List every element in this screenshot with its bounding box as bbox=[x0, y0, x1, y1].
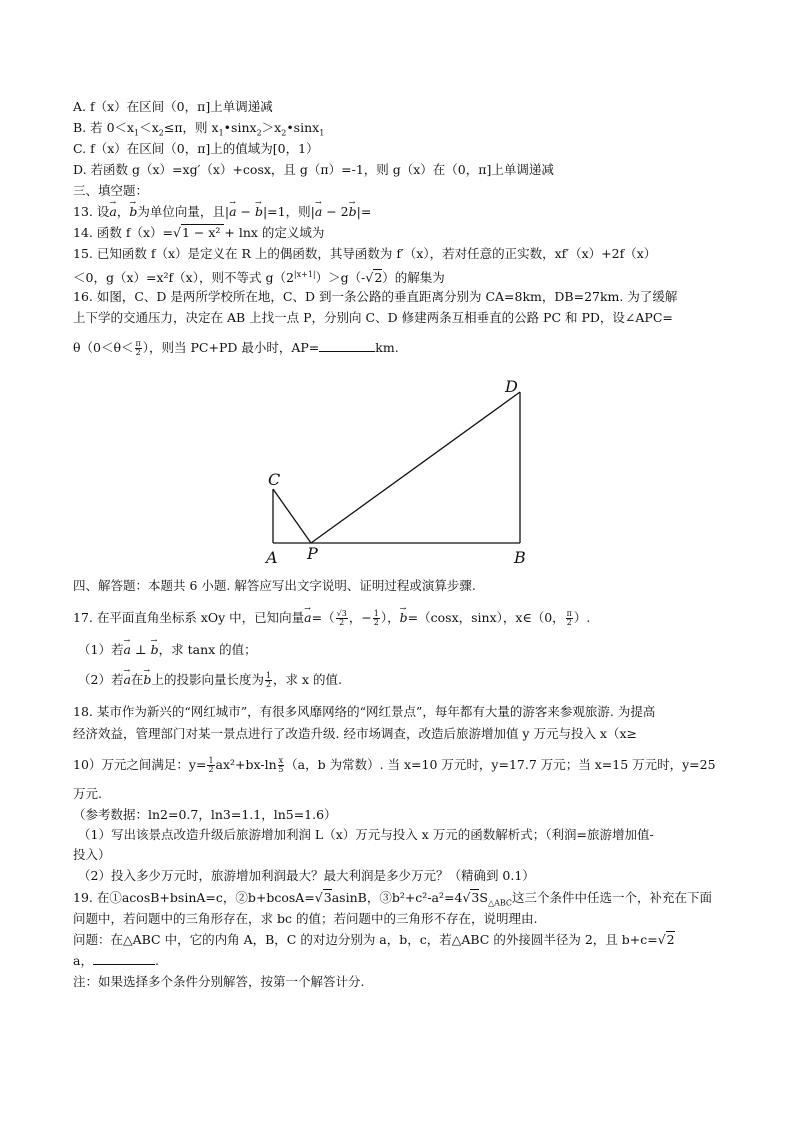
question-17-part-2: （2）若→ a在→ b上的投影向量长度为 $\frac{1}{2}$ ，求 x 的值. bbox=[78, 672, 342, 689]
question-18-line-1: 18. 某市作为新兴的“网红城市”，有很多风靡网络的“网红景点”，每年都有大量的游客来参观旅游. 为提高 bbox=[73, 704, 656, 719]
question-19-line-1: 19. 在①acosB+bsinA=c，②b+bcosA=√3asinB，$③b^2+c^2-a^2=4√3S_{\triangle ABC}$这三个条件中任选一个，补充在下面 bbox=[73, 890, 713, 908]
option-c: C. f（x）在区间（0，π]上的值域为[0，1） bbox=[73, 141, 319, 156]
question-16-line-1: 16. 如图，C、D 是两所学校所在地，C、D 到一条公路的垂直距离分别为 CA=8km，DB=27km. 为了缓解 bbox=[73, 289, 678, 304]
label-d: D bbox=[505, 377, 518, 396]
section-4-heading: 四、解答题：本题共 6 小题. 解答应写出文字说明、证明过程或演算步骤. bbox=[73, 578, 476, 593]
question-19-line-2: 问题中，若问题中的三角形存在，求 bc 的值；若问题中的三角形不存在，说明理由. bbox=[73, 911, 538, 926]
answer-blank-2 bbox=[93, 964, 155, 965]
segment-cp bbox=[273, 489, 311, 543]
question-15-line-1: 15. 已知函数 f（x）是定义在 R 上的偶函数，其导函数为 f′（x），若对任意的正实数，xf′（x）+2f（x） bbox=[73, 246, 657, 261]
question-18-part-2: （2）投入多少万元时，旅游增加利润最大？最大利润是多少万元？（精确到 0.1） bbox=[78, 868, 535, 883]
question-18-reference: （参考数据：ln2=0.7，ln3=1.1，ln5=1.6） bbox=[73, 807, 337, 822]
question-18-line-4: 万元. bbox=[73, 786, 102, 801]
option-a: A. f（x）在区间（0，π]上单调递减 bbox=[73, 99, 273, 114]
question-16-line-2: 上下学的交通压力，决定在 AB 上找一点 P，分别向 C、D 修建两条互相垂直的公路 PC 和 PD，设∠APC= bbox=[73, 310, 673, 325]
label-p: P bbox=[307, 544, 318, 563]
question-18-line-2: 经济效益，管理部门对某一景点进行了改造升级. 经市场调查，改造后旅游增加值 y 万元与投入 x（x≥ bbox=[73, 726, 638, 741]
question-16-line-3: θ（0＜θ＜ $\frac{\pi}{2}$ ），则当 PC+PD 最小时，AP= km. bbox=[73, 339, 399, 357]
question-18-part-1a: （1）写出该景点改造升级后旅游增加利润 L（x）万元与投入 x 万元的函数解析式；（利润=旅游增加值- bbox=[78, 827, 654, 842]
question-18-line-3: 10）万元之间满足：y= $\frac{1}{2}$ ax²+bx-ln $\frac{x}{5}$ （a，b 为常数）. 当 x=10 万元时，y=17.7 万元；当 x=15 万元时，y=25 bbox=[73, 756, 716, 774]
section-3-heading: 三、填空题： bbox=[73, 183, 149, 198]
question-15-line-2: ＜0，g（x）=x²f（x），则不等式 $g(2^{|x+1|})>g(-√2)$的解集为 bbox=[73, 270, 445, 286]
question-18-part-1b: 投入） bbox=[73, 847, 111, 862]
segment-pd bbox=[311, 392, 520, 543]
question-19-line-4: a， . bbox=[73, 953, 159, 968]
question-13: 13. 设→ a，→ b为单位向量，且|→ a − → b|=1，则|→ a − 2→ b|= bbox=[73, 204, 371, 220]
label-a: A bbox=[266, 548, 278, 567]
question-14: 14. 函数 f（x）=√1 − x² + lnx 的定义域为 bbox=[73, 225, 325, 240]
option-b: B. 若 $0<x_1<x_2\le\pi$，则 $x_1•\sin x_2>x_2•\sin x_1$ bbox=[73, 120, 325, 138]
question-19-line-3: 问题：在△ABC 中，它的内角 A，B，C 的对边分别为 a，b，c，若△ABC 的外接圆半径为 2，且 b+c=√2 bbox=[73, 932, 675, 947]
question-19-note: 注：如果选择多个条件分别解答，按第一个解答计分. bbox=[73, 974, 365, 989]
label-b: B bbox=[514, 548, 526, 567]
label-c: C bbox=[268, 470, 281, 489]
option-d: D. 若函数 g（x）=xg′（x）+cosx，且 g（π）=-1，则 g（x）在（0，π]上单调递减 bbox=[73, 162, 554, 177]
question-17-part-1: （1）若→ a ⊥ → b，求 tanx 的值； bbox=[78, 642, 257, 658]
question-17: 17. 在平面直角坐标系 xOy 中，已知向量→ a=（ $\frac{√3}{2}$ ，− $\frac{1}{2}$ ），→ b=（cosx，sinx），x∈（0， $\frac{\pi}{2}$ ）. bbox=[73, 610, 590, 627]
